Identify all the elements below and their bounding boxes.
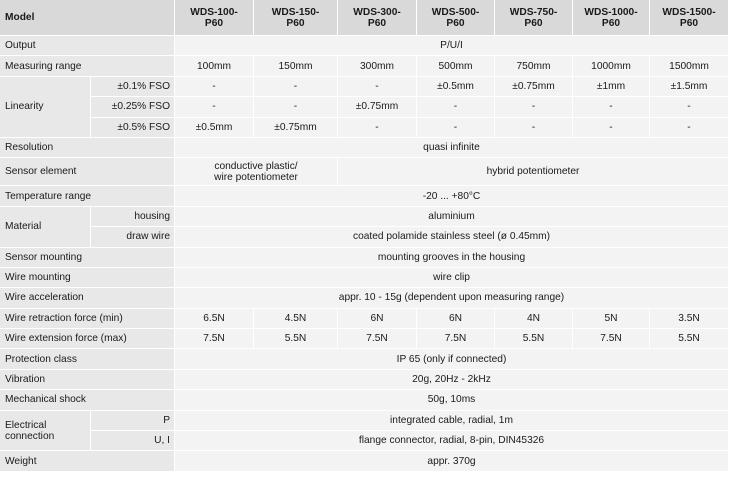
- cell: ±0.75mm: [254, 118, 338, 138]
- model-wds-1500: WDS-1500- P60: [650, 0, 729, 36]
- label-weight: Weight: [0, 451, 175, 471]
- value-sensor-mounting: mounting grooves in the housing: [175, 248, 729, 268]
- cell: -: [650, 97, 729, 117]
- cell: 4N: [495, 309, 573, 329]
- label-wire-mounting: Wire mounting: [0, 268, 175, 288]
- label-temperature-range: Temperature range: [0, 186, 175, 206]
- row-linearity-1: [0, 77, 729, 97]
- label-extension-force: Wire extension force (max): [0, 329, 175, 349]
- cell: 7.5N: [417, 329, 495, 349]
- label-vibration: Vibration: [0, 370, 175, 390]
- model-wds-1000: WDS-1000- P60: [573, 0, 650, 36]
- sub-electrical-p: P: [91, 411, 175, 431]
- value-material-wire: coated polamide stainless steel (ø 0.45mm): [175, 227, 729, 247]
- label-protection-class: Protection class: [0, 349, 175, 369]
- label-measuring-range: Measuring range: [0, 56, 175, 76]
- cell: 6.5N: [175, 309, 254, 329]
- row-wire-acceleration: [0, 288, 729, 308]
- sub-linearity-3: ±0.5% FSO: [91, 118, 175, 138]
- label-linearity: Linearity: [0, 77, 91, 138]
- row-retraction-force: [0, 309, 729, 329]
- value-sensor-element-a: conductive plastic/ wire potentiometer: [175, 158, 338, 186]
- row-mechanical-shock: [0, 390, 729, 410]
- cell: -: [573, 97, 650, 117]
- sub-material-wire: draw wire: [91, 227, 175, 247]
- cell: 750mm: [495, 56, 573, 76]
- cell: -: [338, 118, 417, 138]
- label-output: Output: [0, 36, 175, 56]
- cell: 1500mm: [650, 56, 729, 76]
- cell: 7.5N: [175, 329, 254, 349]
- model-wds-100: WDS-100- P60: [175, 0, 254, 36]
- cell: -: [417, 97, 495, 117]
- sub-linearity-1: ±0.1% FSO: [91, 77, 175, 97]
- row-temperature-range: [0, 186, 729, 206]
- label-sensor-element: Sensor element: [0, 158, 175, 186]
- cell: -: [254, 77, 338, 97]
- value-electrical-p: integrated cable, radial, 1m: [175, 411, 729, 431]
- cell: ±1mm: [573, 77, 650, 97]
- sub-electrical-ui: U, I: [91, 431, 175, 451]
- cell: -: [175, 77, 254, 97]
- row-protection-class: [0, 349, 729, 369]
- row-linearity-3: [0, 118, 729, 138]
- cell: 5.5N: [495, 329, 573, 349]
- row-electrical-2: [0, 431, 729, 451]
- value-electrical-ui: flange connector, radial, 8-pin, DIN45326: [175, 431, 729, 451]
- cell: 3.5N: [650, 309, 729, 329]
- row-electrical-1: [0, 411, 729, 431]
- value-vibration: 20g, 20Hz - 2kHz: [175, 370, 729, 390]
- cell: -: [495, 97, 573, 117]
- cell: -: [254, 97, 338, 117]
- cell: 500mm: [417, 56, 495, 76]
- row-linearity-2: [0, 97, 729, 117]
- value-wire-mounting: wire clip: [175, 268, 729, 288]
- cell: -: [573, 118, 650, 138]
- value-temperature-range: -20 ... +80°C: [175, 186, 729, 206]
- row-output: [0, 36, 729, 56]
- cell: -: [417, 118, 495, 138]
- cell: ±0.5mm: [175, 118, 254, 138]
- cell: ±0.75mm: [338, 97, 417, 117]
- value-wire-acceleration: appr. 10 - 15g (dependent upon measuring range): [175, 288, 729, 308]
- row-measuring-range: [0, 56, 729, 76]
- cell: -: [650, 118, 729, 138]
- cell: -: [338, 77, 417, 97]
- value-weight: appr. 370g: [175, 451, 729, 471]
- cell: -: [495, 118, 573, 138]
- value-sensor-element-b: hybrid potentiometer: [338, 158, 729, 186]
- cell: 300mm: [338, 56, 417, 76]
- cell: ±0.75mm: [495, 77, 573, 97]
- row-wire-mounting: [0, 268, 729, 288]
- sub-material-housing: housing: [91, 207, 175, 227]
- cell: ±0.5mm: [417, 77, 495, 97]
- model-wds-500: WDS-500- P60: [417, 0, 495, 36]
- cell: 100mm: [175, 56, 254, 76]
- cell: 5N: [573, 309, 650, 329]
- cell: -: [175, 97, 254, 117]
- row-material-2: [0, 227, 729, 247]
- value-protection-class: IP 65 (only if connected): [175, 349, 729, 369]
- model-wds-150: WDS-150- P60: [254, 0, 338, 36]
- cell: ±1.5mm: [650, 77, 729, 97]
- row-sensor-element: [0, 158, 729, 186]
- label-electrical-connection: Electrical connection: [0, 411, 91, 452]
- label-mechanical-shock: Mechanical shock: [0, 390, 175, 410]
- label-retraction-force: Wire retraction force (min): [0, 309, 175, 329]
- value-mechanical-shock: 50g, 10ms: [175, 390, 729, 410]
- row-material-1: [0, 207, 729, 227]
- row-sensor-mounting: [0, 248, 729, 268]
- value-material-housing: aluminium: [175, 207, 729, 227]
- model-header: Model: [0, 0, 175, 36]
- cell: 5.5N: [254, 329, 338, 349]
- label-sensor-mounting: Sensor mounting: [0, 248, 175, 268]
- model-wds-300: WDS-300- P60: [338, 0, 417, 36]
- label-resolution: Resolution: [0, 138, 175, 158]
- row-extension-force: [0, 329, 729, 349]
- label-wire-acceleration: Wire acceleration: [0, 288, 175, 308]
- cell: 150mm: [254, 56, 338, 76]
- cell: 7.5N: [573, 329, 650, 349]
- row-resolution: [0, 138, 729, 158]
- value-output: P/U/I: [175, 36, 729, 56]
- row-weight: [0, 451, 729, 471]
- cell: 4.5N: [254, 309, 338, 329]
- cell: 1000mm: [573, 56, 650, 76]
- label-material: Material: [0, 207, 91, 248]
- cell: 7.5N: [338, 329, 417, 349]
- sub-linearity-2: ±0.25% FSO: [91, 97, 175, 117]
- cell: 5.5N: [650, 329, 729, 349]
- cell: 6N: [417, 309, 495, 329]
- header-row: [0, 0, 729, 36]
- cell: 6N: [338, 309, 417, 329]
- row-vibration: [0, 370, 729, 390]
- value-resolution: quasi infinite: [175, 138, 729, 158]
- model-wds-750: WDS-750- P60: [495, 0, 573, 36]
